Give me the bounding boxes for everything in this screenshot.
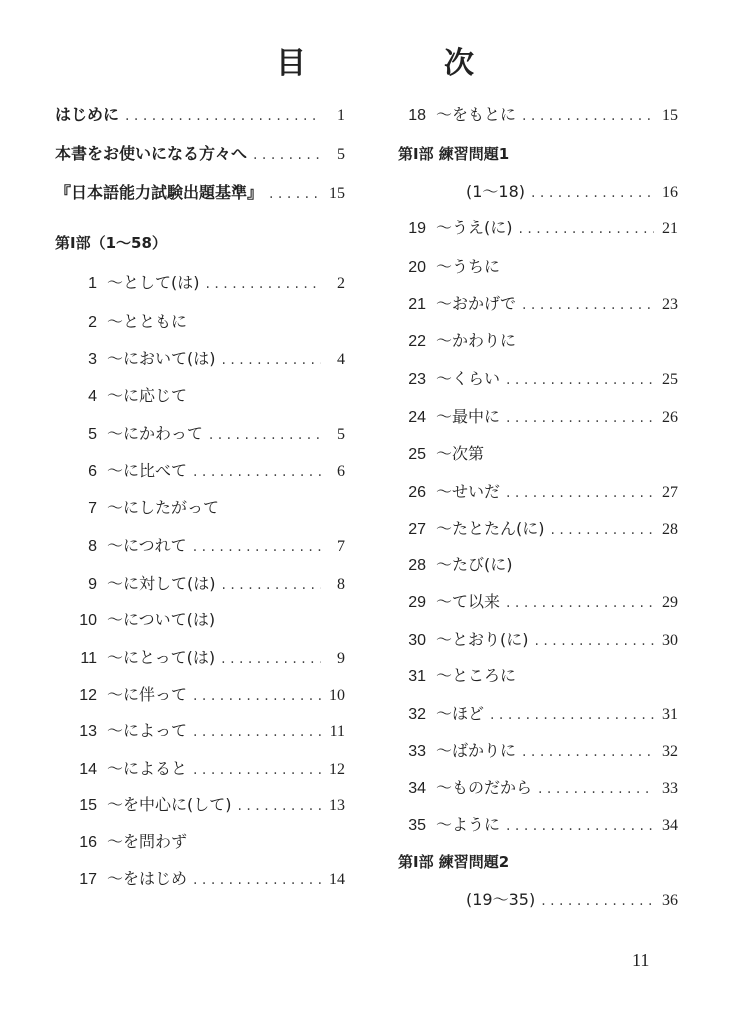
entry-label: 本書をお使いになる方々へ bbox=[55, 144, 248, 163]
leader-dots bbox=[551, 522, 655, 538]
entry-number: 35 bbox=[408, 817, 426, 834]
entry-label: 〜て以来 bbox=[436, 592, 501, 611]
leader-dots bbox=[221, 651, 321, 667]
entry-label: (1〜18) bbox=[466, 182, 526, 201]
entry-number: 19 bbox=[408, 220, 426, 237]
entry-label: 〜最中に bbox=[436, 407, 501, 426]
toc-entry bbox=[398, 441, 678, 464]
entry-label: 〜ところに bbox=[436, 666, 517, 685]
toc-entry bbox=[466, 887, 678, 910]
toc-entry bbox=[398, 143, 678, 164]
toc-entry bbox=[398, 215, 678, 238]
section-heading: 第Ⅰ部（1〜58） bbox=[55, 234, 167, 252]
entry-number: 7 bbox=[88, 500, 97, 517]
entry-page-number: 36 bbox=[662, 892, 678, 909]
toc-entry bbox=[69, 458, 345, 481]
entry-page-number: 5 bbox=[337, 146, 345, 163]
entry-number: 14 bbox=[79, 761, 97, 778]
toc-entry bbox=[398, 291, 678, 314]
entry-label: 〜うえ(に) bbox=[436, 218, 513, 237]
toc-entry bbox=[55, 141, 345, 164]
toc-entry bbox=[69, 682, 345, 705]
toc-entry bbox=[55, 180, 345, 203]
entry-label: 〜を中心に(して) bbox=[107, 795, 232, 814]
entry-label: 〜にかわって bbox=[107, 424, 203, 443]
entry-page-number: 9 bbox=[337, 650, 345, 667]
toc-entry bbox=[69, 645, 345, 668]
entry-number: 32 bbox=[408, 706, 426, 723]
toc-entry bbox=[398, 404, 678, 427]
toc-entry bbox=[69, 309, 345, 332]
entry-page-number: 8 bbox=[337, 576, 345, 593]
leader-dots bbox=[222, 577, 322, 593]
entry-number: 1 bbox=[88, 275, 97, 292]
section-heading: 第Ⅰ部 練習問題1 bbox=[398, 145, 510, 163]
entry-label: 〜うちに bbox=[436, 257, 501, 276]
leader-dots bbox=[193, 872, 321, 888]
toc-entry bbox=[398, 328, 678, 351]
entry-number: 12 bbox=[79, 687, 97, 704]
section-heading: 第Ⅰ部 練習問題2 bbox=[398, 853, 510, 871]
toc-entry bbox=[398, 627, 678, 650]
leader-dots bbox=[535, 633, 655, 649]
entry-label: 〜をはじめ bbox=[107, 869, 188, 888]
leader-dots bbox=[125, 108, 321, 124]
toc-entry bbox=[69, 829, 345, 852]
toc-entry bbox=[69, 421, 345, 444]
entry-label: 〜ほど bbox=[436, 704, 485, 723]
entry-number: 16 bbox=[79, 834, 97, 851]
toc-entry bbox=[69, 533, 345, 556]
entry-page-number: 16 bbox=[662, 184, 678, 201]
toc-entry bbox=[69, 607, 345, 630]
toc-entry bbox=[398, 701, 678, 724]
entry-label: 〜にとって(は) bbox=[107, 648, 216, 667]
toc-entry bbox=[69, 346, 345, 369]
toc-entry bbox=[55, 232, 345, 253]
entry-label: 〜たび(に) bbox=[436, 555, 513, 574]
entry-label: 〜かわりに bbox=[436, 331, 517, 350]
entry-number: 2 bbox=[88, 314, 97, 331]
entry-page-number: 6 bbox=[337, 463, 345, 480]
leader-dots bbox=[222, 352, 322, 368]
toc-entry bbox=[398, 479, 678, 502]
toc-entry bbox=[69, 718, 345, 741]
entry-label: 〜ものだから bbox=[436, 778, 533, 797]
entry-label: 〜とおり(に) bbox=[436, 630, 529, 649]
entry-number: 24 bbox=[408, 409, 426, 426]
entry-page-number: 29 bbox=[662, 594, 678, 611]
leader-dots bbox=[506, 410, 654, 426]
entry-label: 〜おかげで bbox=[436, 294, 517, 313]
entry-page-number: 10 bbox=[329, 687, 345, 704]
entry-number: 5 bbox=[88, 426, 97, 443]
entry-number: 30 bbox=[408, 632, 426, 649]
entry-label: 〜ように bbox=[436, 815, 501, 834]
toc-entry bbox=[398, 552, 678, 575]
entry-label: 〜せいだ bbox=[436, 482, 501, 501]
entry-label: 〜において(は) bbox=[107, 349, 216, 368]
entry-page-number: 5 bbox=[337, 426, 345, 443]
toc-entry bbox=[398, 812, 678, 835]
entry-page-number: 15 bbox=[662, 107, 678, 124]
leader-dots bbox=[541, 893, 654, 909]
entry-number: 28 bbox=[408, 557, 426, 574]
entry-label: 〜に応じて bbox=[107, 386, 188, 405]
toc-entry bbox=[398, 851, 678, 872]
toc-entry bbox=[398, 102, 678, 125]
leader-dots bbox=[193, 762, 321, 778]
entry-number: 3 bbox=[88, 351, 97, 368]
toc-entry bbox=[69, 571, 345, 594]
entry-label: 〜によって bbox=[107, 721, 188, 740]
entry-label: 〜をもとに bbox=[436, 105, 517, 124]
entry-label: 〜とともに bbox=[107, 312, 188, 331]
entry-number: 29 bbox=[408, 594, 426, 611]
toc-entry bbox=[398, 254, 678, 277]
toc-entry bbox=[398, 663, 678, 686]
entry-label: 〜を問わず bbox=[107, 832, 188, 851]
toc-entry bbox=[398, 366, 678, 389]
leader-dots bbox=[209, 427, 321, 443]
entry-page-number: 14 bbox=[329, 871, 345, 888]
entry-number: 21 bbox=[408, 296, 426, 313]
entry-label: 『日本語能力試験出題基準』 bbox=[55, 183, 264, 202]
entry-number: 13 bbox=[79, 723, 97, 740]
leader-dots bbox=[506, 595, 654, 611]
entry-number: 4 bbox=[88, 388, 97, 405]
entry-number: 9 bbox=[88, 576, 97, 593]
entry-page-number: 32 bbox=[662, 743, 678, 760]
leader-dots bbox=[193, 539, 321, 555]
entry-page-number: 31 bbox=[662, 706, 678, 723]
toc-entry bbox=[55, 102, 345, 125]
entry-number: 15 bbox=[79, 797, 97, 814]
entry-label: 〜につれて bbox=[107, 536, 187, 555]
toc-entry bbox=[69, 792, 345, 815]
entry-page-number: 25 bbox=[662, 371, 678, 388]
toc-entry bbox=[69, 495, 345, 518]
leader-dots bbox=[253, 147, 321, 163]
entry-page-number: 33 bbox=[662, 780, 678, 797]
page-number: 11 bbox=[632, 950, 650, 970]
toc-entry bbox=[466, 179, 678, 202]
entry-page-number: 27 bbox=[662, 484, 678, 501]
entry-number: 20 bbox=[408, 259, 426, 276]
entry-number: 11 bbox=[80, 650, 97, 667]
entry-page-number: 7 bbox=[337, 538, 345, 555]
leader-dots bbox=[193, 464, 321, 480]
leader-dots bbox=[522, 297, 654, 313]
entry-page-number: 30 bbox=[662, 632, 678, 649]
entry-label: 〜に対して(は) bbox=[107, 574, 216, 593]
entry-number: 18 bbox=[408, 107, 426, 124]
entry-number: 6 bbox=[88, 463, 97, 480]
toc-entry bbox=[69, 756, 345, 779]
entry-label: (19〜35) bbox=[466, 890, 536, 909]
leader-dots bbox=[522, 108, 654, 124]
entry-page-number: 26 bbox=[662, 409, 678, 426]
entry-number: 31 bbox=[408, 668, 426, 685]
entry-label: 〜に比べて bbox=[107, 461, 188, 480]
leader-dots bbox=[522, 744, 654, 760]
toc-entry bbox=[69, 270, 345, 293]
toc-entry bbox=[398, 516, 678, 539]
entry-number: 10 bbox=[79, 612, 97, 629]
leader-dots bbox=[506, 818, 654, 834]
entry-label: 〜として(は) bbox=[107, 273, 200, 292]
leader-dots bbox=[490, 707, 654, 723]
entry-number: 25 bbox=[408, 446, 426, 463]
leader-dots bbox=[506, 485, 654, 501]
entry-label: 〜によると bbox=[107, 759, 188, 778]
entry-number: 26 bbox=[408, 484, 426, 501]
entry-page-number: 2 bbox=[337, 275, 345, 292]
entry-page-number: 28 bbox=[662, 521, 678, 538]
leader-dots bbox=[193, 724, 321, 740]
leader-dots bbox=[538, 781, 654, 797]
entry-label: 〜次第 bbox=[436, 444, 485, 463]
leader-dots bbox=[206, 276, 322, 292]
entry-number: 17 bbox=[79, 871, 97, 888]
entry-page-number: 1 bbox=[337, 107, 345, 124]
leader-dots bbox=[506, 372, 654, 388]
toc-entry bbox=[398, 775, 678, 798]
entry-label: 〜に伴って bbox=[107, 685, 188, 704]
page-title: 目 次 bbox=[276, 46, 528, 81]
toc-entry bbox=[69, 383, 345, 406]
leader-dots bbox=[193, 688, 321, 704]
entry-label: 〜ばかりに bbox=[436, 741, 517, 760]
entry-number: 8 bbox=[88, 538, 97, 555]
toc-entry bbox=[69, 866, 345, 889]
entry-label: 〜くらい bbox=[436, 369, 501, 388]
entry-number: 27 bbox=[408, 521, 426, 538]
toc-entry bbox=[398, 589, 678, 612]
entry-number: 22 bbox=[408, 333, 426, 350]
leader-dots bbox=[269, 186, 321, 202]
leader-dots bbox=[519, 221, 655, 237]
entry-page-number: 4 bbox=[337, 351, 345, 368]
entry-page-number: 15 bbox=[329, 185, 345, 202]
entry-page-number: 34 bbox=[662, 817, 678, 834]
leader-dots bbox=[531, 185, 654, 201]
leader-dots bbox=[238, 798, 322, 814]
entry-number: 34 bbox=[408, 780, 426, 797]
entry-page-number: 12 bbox=[329, 761, 345, 778]
entry-label: はじめに bbox=[55, 105, 120, 124]
entry-label: 〜について(は) bbox=[107, 610, 216, 629]
toc-entry bbox=[398, 738, 678, 761]
entry-page-number: 11 bbox=[329, 723, 345, 740]
entry-number: 23 bbox=[408, 371, 426, 388]
entry-label: 〜にしたがって bbox=[107, 498, 220, 517]
entry-page-number: 21 bbox=[662, 220, 678, 237]
entry-label: 〜たとたん(に) bbox=[436, 519, 545, 538]
entry-page-number: 23 bbox=[662, 296, 678, 313]
entry-page-number: 13 bbox=[329, 797, 345, 814]
entry-number: 33 bbox=[408, 743, 426, 760]
